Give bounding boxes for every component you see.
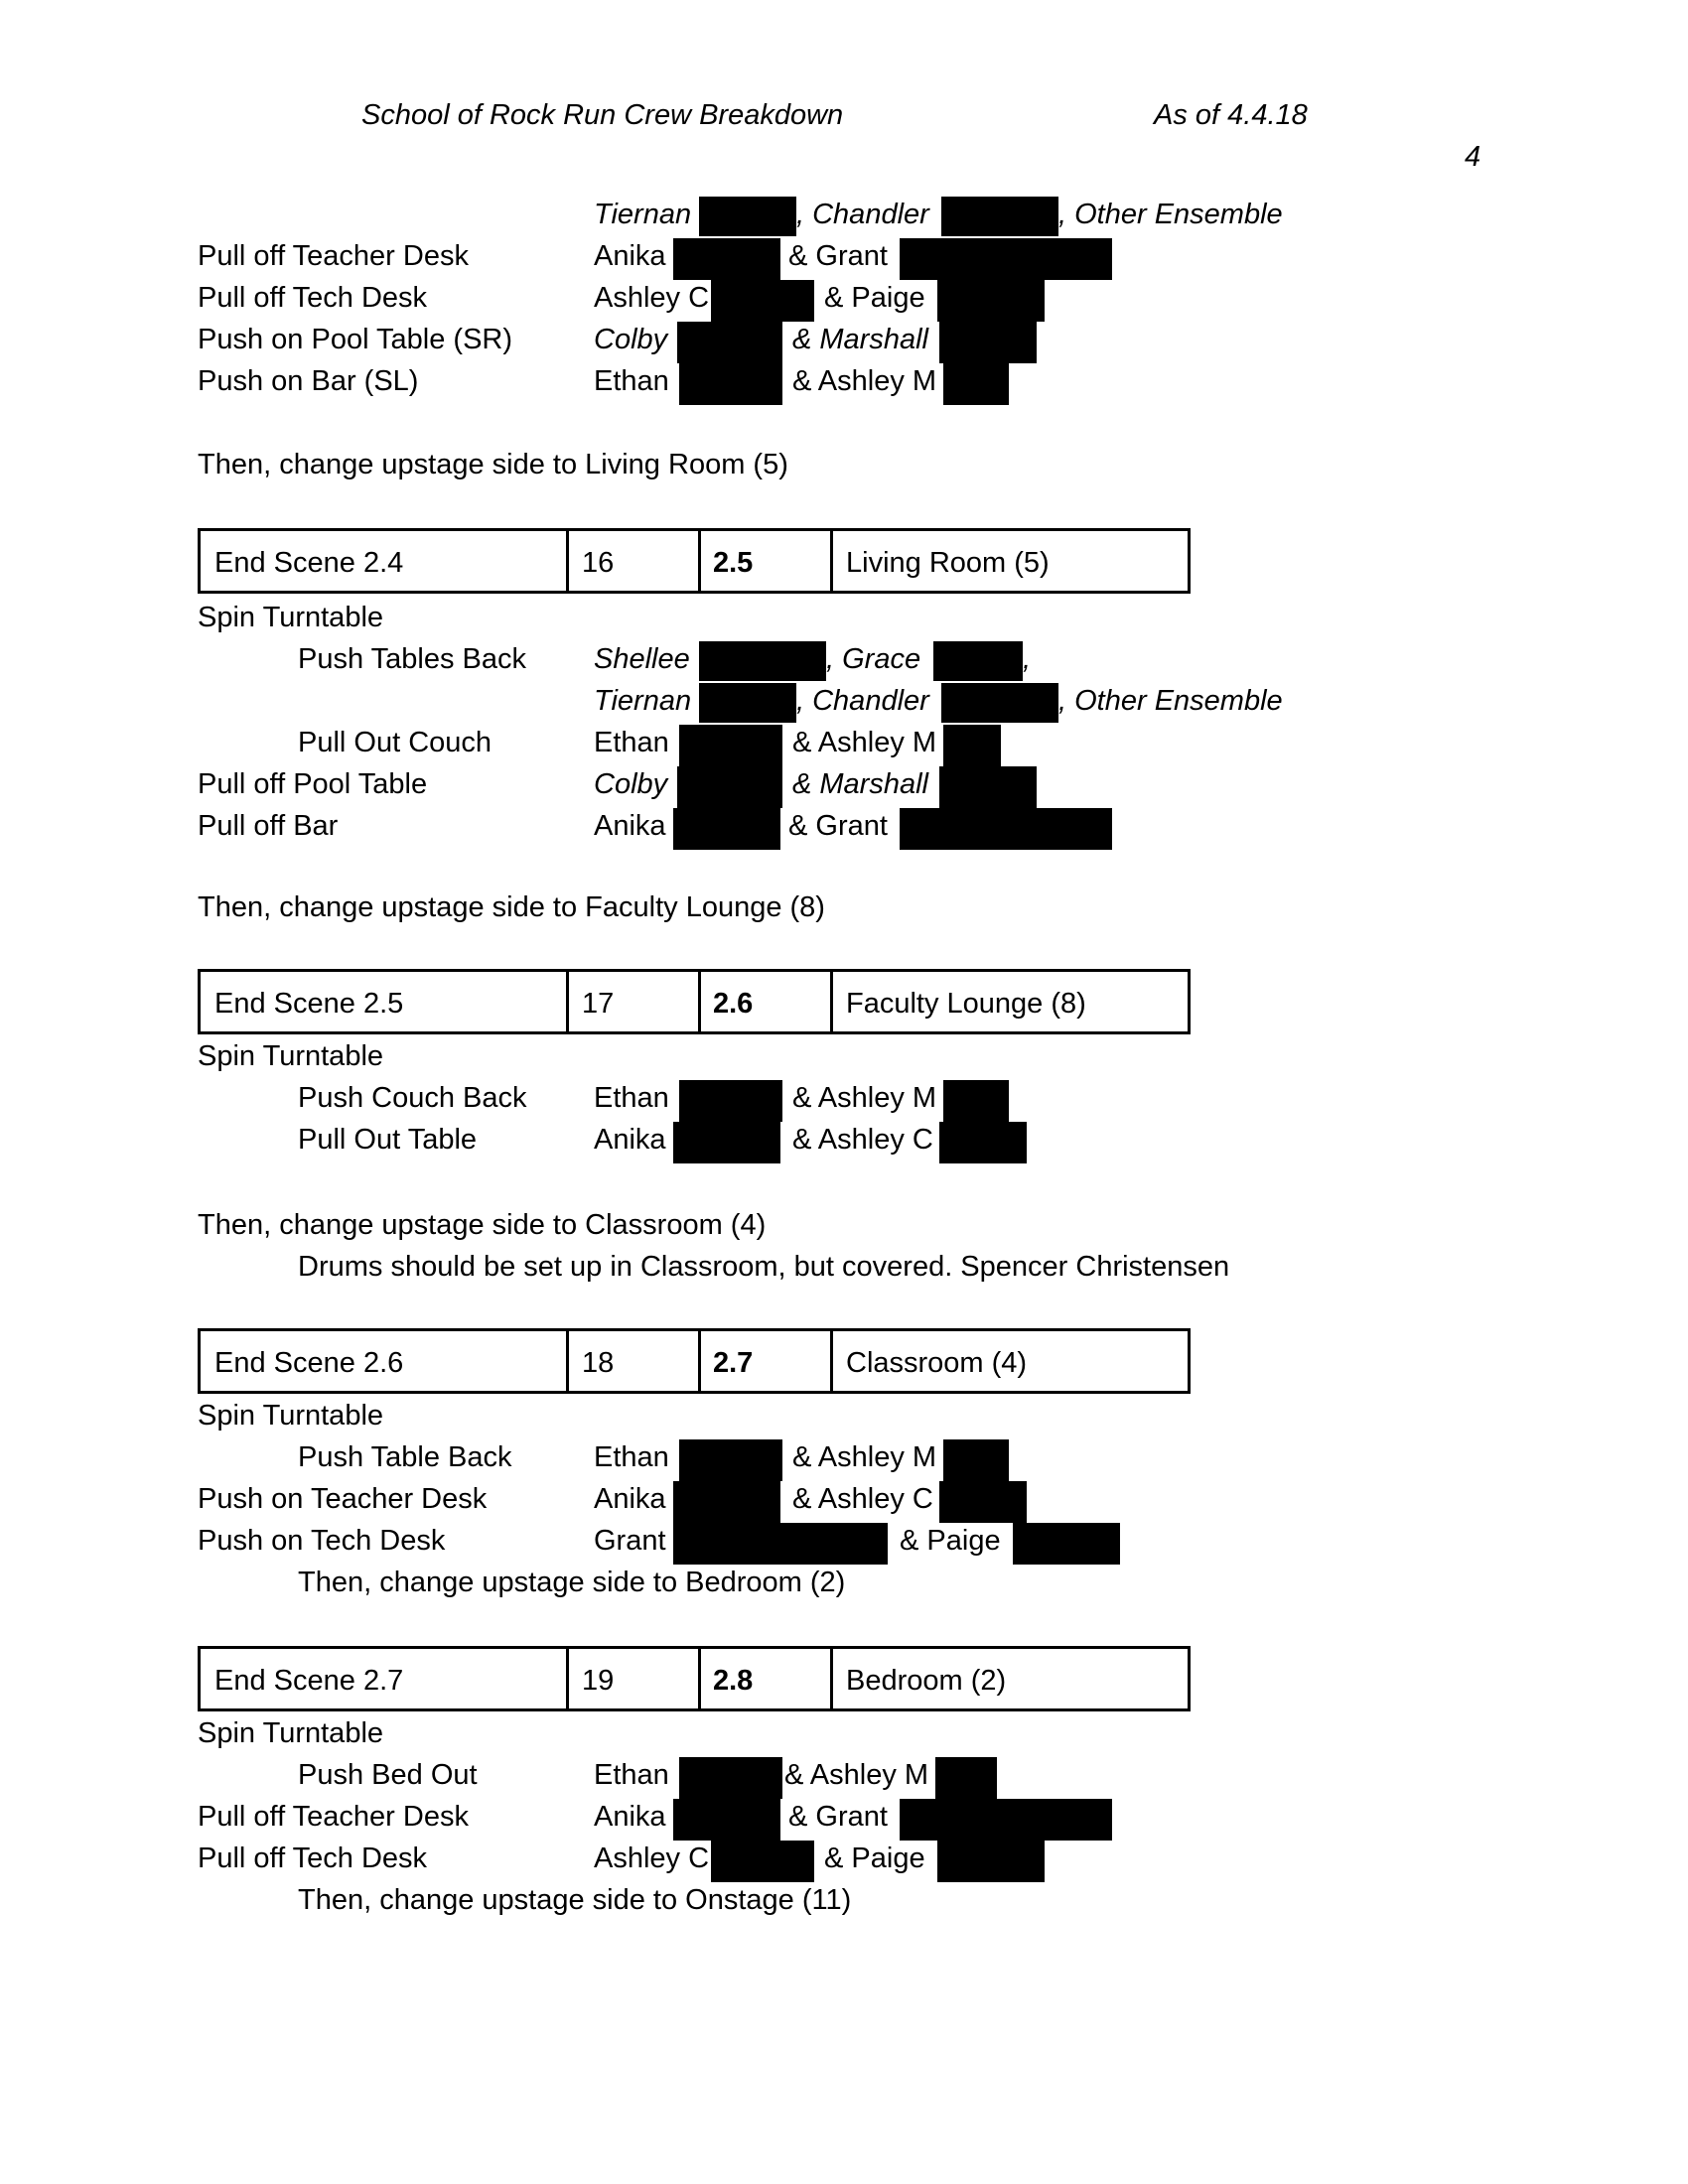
spin-turntable-label: Spin Turntable (198, 1040, 384, 1072)
redaction-bar (943, 725, 1001, 766)
redaction-bar (939, 766, 1037, 808)
crew-name: & Ashley M (792, 365, 937, 397)
setup-note: Drums should be set up in Classroom, but covered. Spencer Christensen (298, 1251, 1230, 1283)
task-label: Push Table Back (298, 1441, 512, 1473)
redaction-bar (943, 1080, 1009, 1122)
crew-name: Anika (594, 810, 666, 842)
redaction-bar (711, 280, 814, 322)
page-number: 4 (1465, 141, 1481, 173)
task-label: Push on Teacher Desk (198, 1483, 488, 1515)
cell-divider (830, 972, 833, 1031)
spin-turntable-label: Spin Turntable (198, 1717, 384, 1749)
redaction-bar (933, 641, 1023, 681)
redaction-bar (935, 1757, 997, 1799)
crew-name: Ethan (594, 1759, 669, 1791)
redaction-bar (673, 808, 780, 850)
redaction-bar (941, 197, 1058, 236)
crew-name: , Grace (826, 643, 921, 675)
task-label: Pull Out Couch (298, 727, 492, 758)
scene-change-box (198, 969, 1191, 1034)
task-label: Push Bed Out (298, 1759, 478, 1791)
redaction-bar (943, 363, 1009, 405)
cell-divider (830, 1331, 833, 1391)
crew-name: Ethan (594, 1441, 669, 1473)
crew-name: Anika (594, 1124, 666, 1156)
crew-name: & Ashley M (792, 727, 937, 758)
scene-number-cell: 2.6 (713, 988, 754, 1020)
cell-divider (698, 531, 701, 591)
cue-number-cell: 17 (582, 988, 615, 1020)
redaction-bar (673, 1481, 780, 1523)
task-label: Pull off Teacher Desk (198, 1801, 469, 1833)
crew-name: & Grant (788, 810, 888, 842)
revision-date: As of 4.4.18 (1154, 99, 1308, 131)
scene-change-box (198, 1646, 1191, 1711)
cell-divider (566, 972, 569, 1031)
scene-change-box (198, 1328, 1191, 1394)
crew-name: Ethan (594, 727, 669, 758)
crew-name: & Ashley M (792, 1441, 937, 1473)
location-cell: Bedroom (2) (846, 1665, 1007, 1697)
crew-name: & Paige (824, 282, 925, 314)
redaction-bar (699, 197, 796, 236)
crew-name: , Chandler (796, 685, 929, 717)
upstage-instruction: Then, change upstage side to Faculty Lounge (8) (198, 891, 825, 923)
cue-number-cell: 19 (582, 1665, 615, 1697)
redaction-bar (677, 322, 782, 363)
crew-name: & Ashley C (792, 1124, 933, 1156)
crew-name: Grant (594, 1525, 666, 1557)
scene-number-cell: 2.7 (713, 1347, 754, 1379)
crew-name: , (1023, 643, 1032, 675)
redaction-bar (939, 1481, 1027, 1523)
crew-name: , Other Ensemble (1058, 685, 1283, 717)
task-label: Push Couch Back (298, 1082, 527, 1114)
cell-divider (830, 531, 833, 591)
task-label: Push on Pool Table (SR) (198, 324, 513, 355)
crew-name: Tiernan (594, 685, 692, 717)
crew-name: Tiernan (594, 199, 692, 230)
location-cell: Classroom (4) (846, 1347, 1028, 1379)
cell-divider (566, 1331, 569, 1391)
crew-name: & Grant (788, 1801, 888, 1833)
crew-name: Colby (594, 768, 668, 800)
crew-name: & Paige (900, 1525, 1001, 1557)
scene-number-cell: 2.8 (713, 1665, 754, 1697)
spin-turntable-label: Spin Turntable (198, 602, 384, 633)
cue-number-cell: 16 (582, 547, 615, 579)
crew-name: , Chandler (796, 199, 929, 230)
crew-name: Ethan (594, 365, 669, 397)
task-label: Pull off Bar (198, 810, 339, 842)
redaction-bar (900, 1799, 1112, 1841)
redaction-bar (673, 238, 780, 280)
task-label: Pull off Tech Desk (198, 1843, 428, 1874)
redaction-bar (943, 1439, 1009, 1481)
crew-name: Shellee (594, 643, 690, 675)
task-label: Push on Bar (SL) (198, 365, 419, 397)
redaction-bar (673, 1523, 888, 1565)
location-cell: Living Room (5) (846, 547, 1050, 579)
crew-name: & Ashley M (792, 1082, 937, 1114)
scene-change-box (198, 528, 1191, 594)
redaction-bar (673, 1799, 780, 1841)
upstage-instruction: Then, change upstage side to Onstage (11) (298, 1884, 852, 1916)
crew-name: & Grant (788, 240, 888, 272)
redaction-bar (939, 322, 1037, 363)
crew-name: Ashley C (594, 282, 710, 314)
redaction-bar (937, 280, 1045, 322)
cell-divider (698, 1331, 701, 1391)
spin-turntable-label: Spin Turntable (198, 1400, 384, 1432)
redaction-bar (699, 683, 796, 723)
cell-divider (698, 972, 701, 1031)
task-label: Pull off Tech Desk (198, 282, 428, 314)
location-cell: Faculty Lounge (8) (846, 988, 1086, 1020)
crew-name: Anika (594, 1483, 666, 1515)
task-label: Pull Out Table (298, 1124, 478, 1156)
task-label: Push Tables Back (298, 643, 526, 675)
crew-name: , Other Ensemble (1058, 199, 1283, 230)
crew-name: Anika (594, 1801, 666, 1833)
redaction-bar (939, 1122, 1027, 1163)
crew-name: & Ashley C (792, 1483, 933, 1515)
redaction-bar (679, 1757, 782, 1799)
upstage-instruction: Then, change upstage side to Living Room (5) (198, 449, 788, 480)
upstage-instruction: Then, change upstage side to Bedroom (2) (298, 1567, 846, 1598)
crew-name: Ashley C (594, 1843, 710, 1874)
crew-name: & Marshall (792, 324, 928, 355)
redaction-bar (679, 1439, 782, 1481)
crew-name: & Paige (824, 1843, 925, 1874)
task-label: Pull off Teacher Desk (198, 240, 469, 272)
crew-name: Colby (594, 324, 668, 355)
scene-number-cell: 2.5 (713, 547, 754, 579)
crew-name: Ethan (594, 1082, 669, 1114)
cell-divider (698, 1649, 701, 1708)
redaction-bar (900, 808, 1112, 850)
redaction-bar (679, 363, 782, 405)
upstage-instruction: Then, change upstage side to Classroom (4) (198, 1209, 767, 1241)
redaction-bar (941, 683, 1058, 723)
redaction-bar (711, 1841, 814, 1882)
cue-number-cell: 18 (582, 1347, 615, 1379)
end-scene-cell: End Scene 2.4 (214, 547, 404, 579)
redaction-bar (900, 238, 1112, 280)
redaction-bar (679, 725, 782, 766)
crew-name: & Marshall (792, 768, 928, 800)
redaction-bar (699, 641, 826, 681)
crew-name: & Ashley M (784, 1759, 929, 1791)
document-title: School of Rock Run Crew Breakdown (361, 99, 844, 131)
end-scene-cell: End Scene 2.5 (214, 988, 404, 1020)
task-label: Pull off Pool Table (198, 768, 428, 800)
redaction-bar (679, 1080, 782, 1122)
redaction-bar (673, 1122, 780, 1163)
redaction-bar (1013, 1523, 1120, 1565)
end-scene-cell: End Scene 2.6 (214, 1347, 404, 1379)
end-scene-cell: End Scene 2.7 (214, 1665, 404, 1697)
cell-divider (830, 1649, 833, 1708)
task-label: Push on Tech Desk (198, 1525, 446, 1557)
cell-divider (566, 531, 569, 591)
redaction-bar (677, 766, 782, 808)
cell-divider (566, 1649, 569, 1708)
redaction-bar (937, 1841, 1045, 1882)
crew-name: Anika (594, 240, 666, 272)
